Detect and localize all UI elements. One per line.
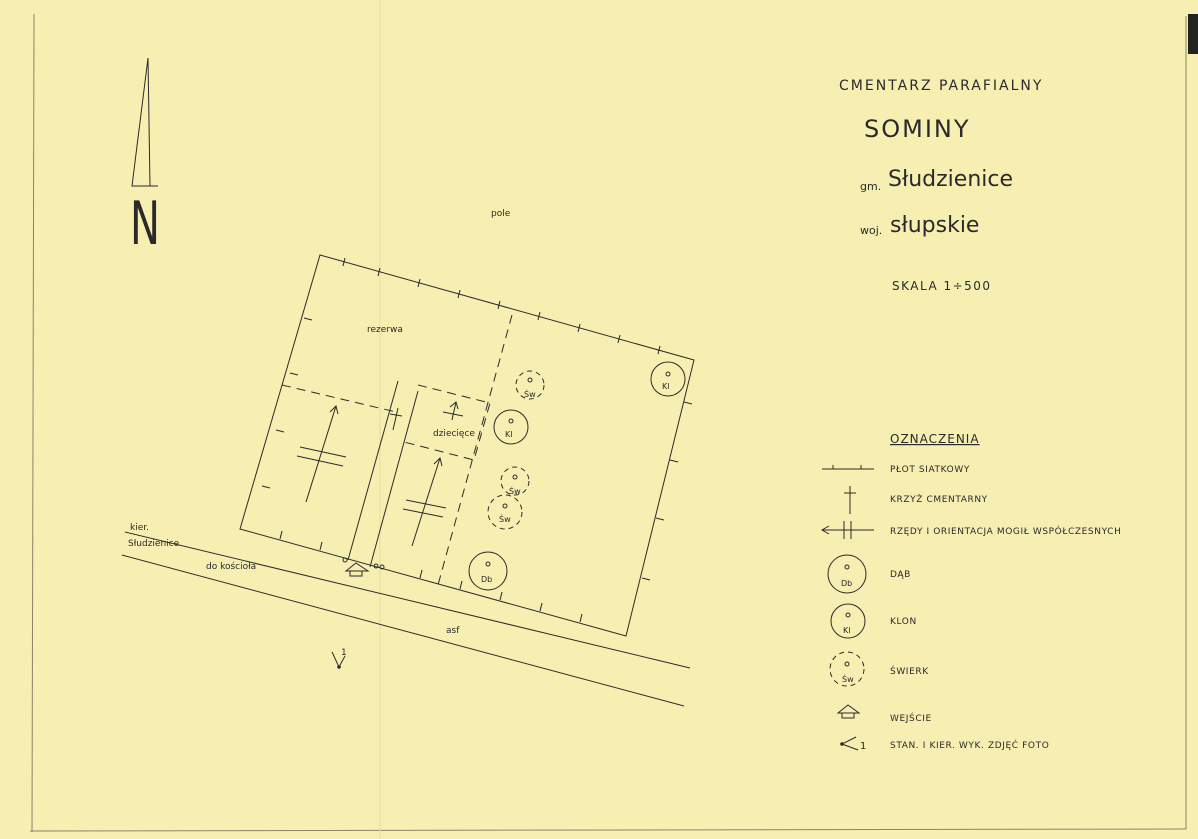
- photo-abbr: 1: [860, 741, 867, 752]
- label-field: pole: [491, 209, 511, 219]
- legend-label-entrance: WEJŚCIE: [890, 714, 932, 724]
- tree-maple-1-label: Kl: [505, 430, 513, 439]
- woj-prefix: woj.: [860, 224, 883, 237]
- label-children: dziecięce: [433, 429, 475, 439]
- spruce-abbr: Św: [842, 675, 854, 684]
- legend-label-spruce: ŚWIERK: [890, 667, 929, 677]
- woj-name: słupskie: [890, 213, 980, 238]
- title-place: SOMINY: [864, 115, 971, 143]
- label-asphalt: asf: [446, 626, 460, 636]
- legend-label-photo: STAN. I KIER. WYK. ZDJĘĆ FOTO: [890, 741, 1050, 751]
- label-to-church: do kościoła: [206, 562, 257, 572]
- scan-edge-mark: [1188, 14, 1198, 54]
- north-letter: N: [130, 189, 160, 259]
- title-line-1: CMENTARZ PARAFIALNY: [839, 78, 1044, 94]
- tree-spruce-2-label: Św: [509, 487, 521, 496]
- gmina-prefix: gm.: [860, 180, 882, 193]
- legend-label-rows: RZĘDY I ORIENTACJA MOGIŁ WSPÓŁCZESNYCH: [890, 527, 1122, 537]
- legend-label-maple: KLON: [890, 617, 917, 627]
- scale-label: SKALA 1÷500: [892, 279, 992, 293]
- maple-abbr: Kl: [843, 626, 851, 635]
- photo-station-number: 1: [341, 648, 347, 658]
- legend-title: OZNACZENIA: [890, 432, 980, 446]
- label-road-dir-2: Słudzienice: [128, 539, 180, 549]
- tree-maple-2-label: Kl: [662, 382, 670, 391]
- oak-abbr: Db: [841, 579, 853, 588]
- gmina-name: Słudzienice: [888, 167, 1014, 192]
- label-road-dir-1: kier.: [130, 523, 149, 533]
- tree-spruce-1-label: Św: [524, 390, 536, 399]
- legend-label-oak: DĄB: [890, 570, 911, 580]
- legend-label-cross: KRZYŻ CMENTARNY: [890, 495, 988, 505]
- tree-oak-1-label: Db: [481, 575, 493, 584]
- label-reserve: rezerwa: [367, 325, 403, 335]
- tree-spruce-3-label: Św: [499, 515, 511, 524]
- legend-label-fence: PŁOT SIATKOWY: [890, 465, 970, 475]
